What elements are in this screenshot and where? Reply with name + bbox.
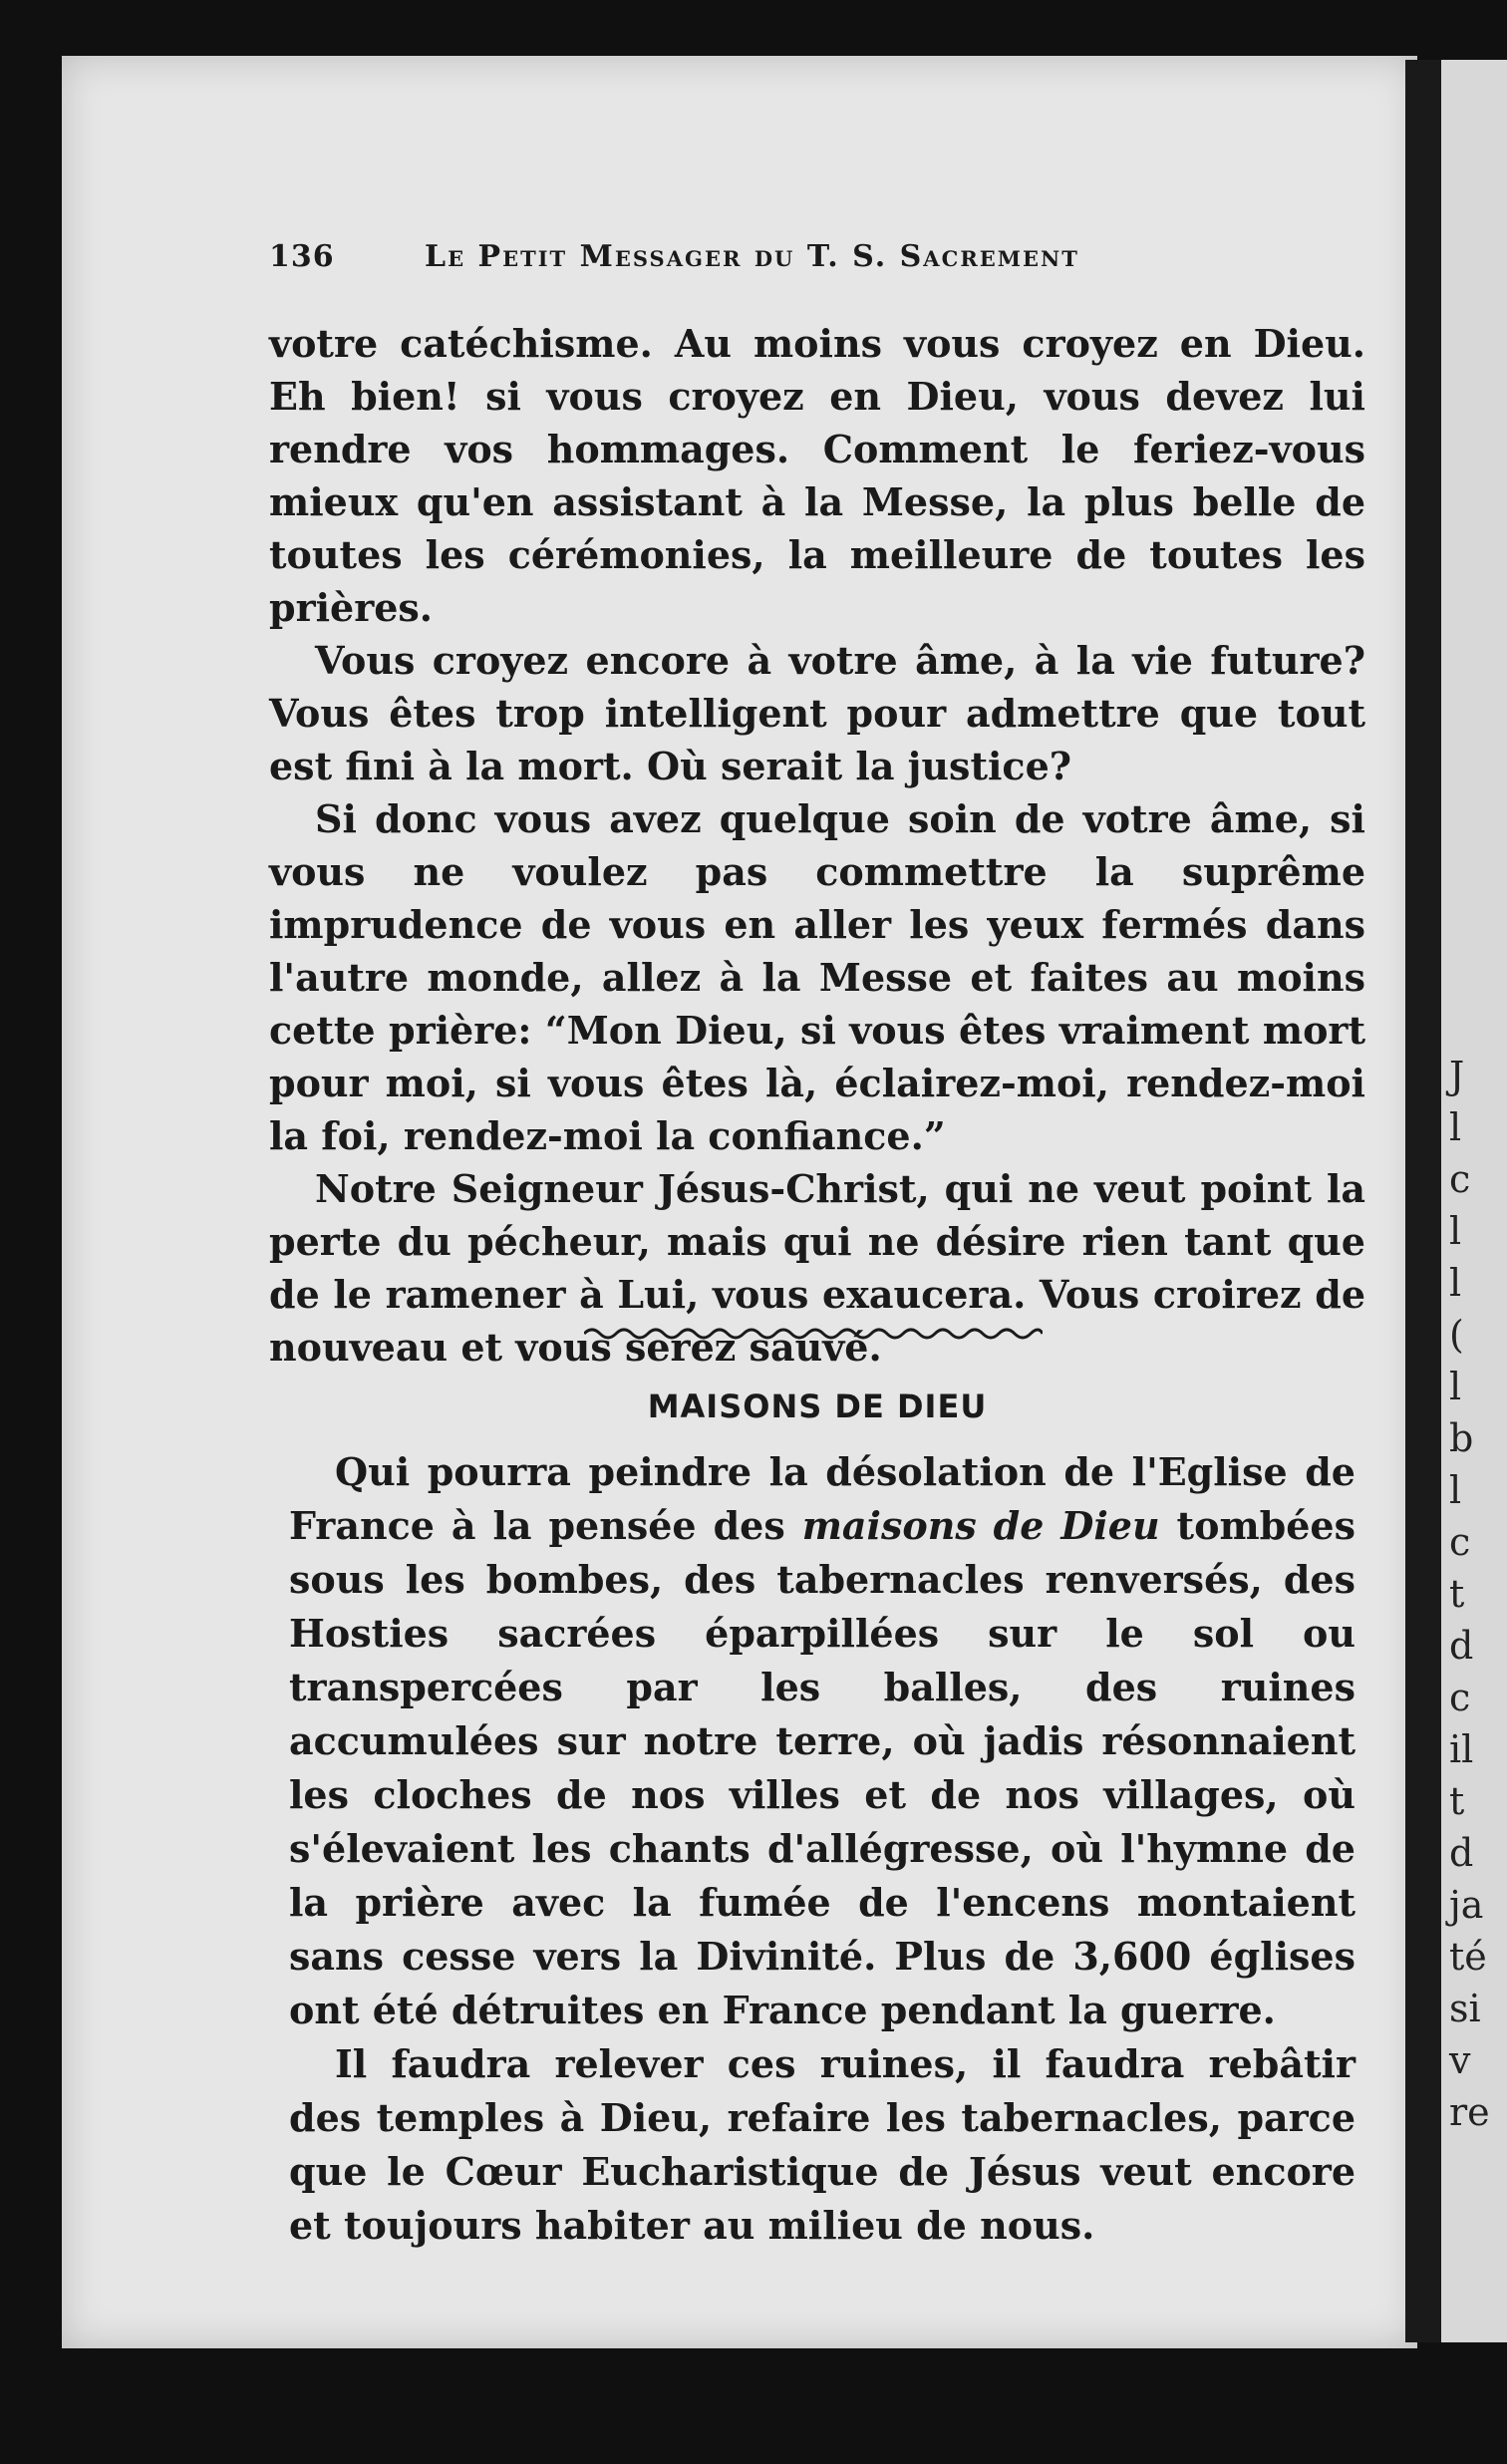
text-run: tombées sous les bombes, des tabernacles renversés, des Hosties sacrées éparpillées sur le sol ou transpercées par les balles, des ruines accumulées sur notre terre, où jadis résonnaient les cloches de nos villes et de nos villages, où s'élevaient les chants d'allégresse, où l'hymne de la prière avec la fumée de l'encens montaient sans cesse vers la Divinité. Plus de 3,600 églises ont été détruites en France pendant la guerre. xyxy=(289,1503,1356,2032)
book-gutter xyxy=(1405,60,1441,2342)
facing-page-edge xyxy=(1441,60,1507,2342)
facing-page-fragment: c xyxy=(1449,1520,1471,1564)
paragraph: Si donc vous avez quelque soin de votre âme, si vous ne voulez pas commettre la suprême imprudence de vous en aller les yeux fermés dans l'autre monde, allez à la Messe et faites au moins cette prière: “Mon Dieu, si vous êtes vraiment mort pour moi, si vous êtes là, éclairez-moi, rendez-moi la foi, rendez-moi la confiance.” xyxy=(269,796,1365,1158)
facing-page-fragment: b xyxy=(1449,1416,1474,1460)
facing-page-fragment: l xyxy=(1449,1105,1462,1149)
paragraph: Il faudra relever ces ruines, il faudra rebâtir des temples à Dieu, refaire les tabernacles, parce que le Cœur Eucharistique de Jésus veut encore et toujours habiter au milieu de nous. xyxy=(289,2041,1356,2248)
facing-page-fragment: v xyxy=(1449,2038,1471,2082)
facing-page-fragment: J xyxy=(1449,1054,1465,1097)
page-number: 136 xyxy=(269,239,335,274)
facing-page-fragment: d xyxy=(1449,1831,1474,1875)
page-header xyxy=(269,239,1266,289)
wavy-divider xyxy=(584,1322,1043,1346)
facing-page-fragment: si xyxy=(1449,1987,1481,2030)
facing-page-fragment: l xyxy=(1449,1261,1462,1305)
facing-page-fragment: ( xyxy=(1449,1313,1464,1357)
facing-page-fragment: l xyxy=(1449,1365,1462,1408)
facing-page-fragment: c xyxy=(1449,1157,1471,1201)
facing-page-fragment: re xyxy=(1449,2090,1490,2134)
facing-page-fragment: l xyxy=(1449,1209,1462,1253)
facing-page-fragment: l xyxy=(1449,1468,1462,1512)
text-run: Qui pourra peindre la désolation de l'Eglise de France à la pensée des xyxy=(289,1449,1356,1548)
section-title: MAISONS DE DIEU xyxy=(647,1387,988,1425)
facing-page-fragment: t xyxy=(1449,1572,1465,1616)
paragraph: votre catéchisme. Au moins vous croyez en Dieu. Eh bien! si vous croyez en Dieu, vous devez lui rendre vos hommages. Comment le feriez-vous mieux qu'en assistant à la Messe, la plus belle de toutes les cérémonies, la meilleure de toutes les prières. xyxy=(269,321,1365,630)
facing-page-fragment: d xyxy=(1449,1624,1474,1668)
running-title: Le Petit Messager du T. S. Sacrement xyxy=(425,239,1079,274)
body-text xyxy=(269,317,1365,1374)
paragraph xyxy=(289,1445,1356,2037)
italic-phrase: maisons de Dieu xyxy=(801,1503,1160,1548)
paragraph: Vous croyez encore à votre âme, à la vie future? Vous êtes trop intelligent pour admettre que tout est fini à la mort. Où serait la justice? xyxy=(269,638,1365,788)
facing-page-fragment: t xyxy=(1449,1779,1465,1823)
section-body xyxy=(289,1445,1356,2253)
facing-page-fragment: ja xyxy=(1449,1883,1484,1927)
facing-page-fragment: c xyxy=(1449,1676,1471,1719)
facing-page-fragment: té xyxy=(1449,1935,1487,1979)
paragraph: Notre Seigneur Jésus-Christ, qui ne veut point la perte du pécheur, mais qui ne désire rien tant que de le ramener à Lui, vous exaucera. Vous croirez de nouveau et vous serez sauvé. xyxy=(269,1166,1365,1370)
facing-page-fragment: il xyxy=(1449,1727,1474,1771)
